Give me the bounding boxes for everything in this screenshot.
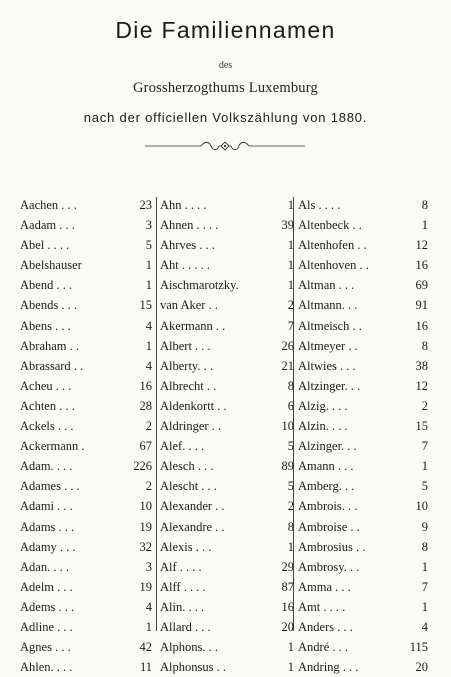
surname-count: 38 — [415, 358, 428, 373]
surname: Alescht . . . — [160, 479, 217, 494]
surname-row — [160, 275, 294, 295]
surname: Altenhofen . . — [298, 238, 367, 253]
surname: Adames . . . — [20, 479, 80, 494]
surname-row — [298, 597, 428, 617]
surname-count: 2 — [287, 499, 294, 514]
surname-count: 1 — [421, 599, 428, 614]
surname: Abraham . . — [20, 338, 80, 353]
surname-count: 23 — [139, 198, 152, 212]
surname: Ahnen . . . . — [160, 218, 219, 233]
surname-count: 20 — [281, 619, 294, 634]
surname-row — [298, 557, 428, 577]
surname: Altmann. . . — [298, 298, 358, 313]
surname-count: 32 — [139, 539, 152, 554]
page-title: Die Familiennamen — [115, 17, 336, 43]
surname-row — [160, 517, 294, 537]
surname: Adam. . . . — [20, 459, 73, 474]
surname: Alexandre . . — [160, 519, 225, 534]
surname: Alexander . . — [160, 499, 225, 514]
surname: Abelshauser — [20, 258, 82, 273]
surname: Alexis . . . — [160, 539, 212, 554]
surname-count: 16 — [415, 258, 428, 273]
surname-row — [160, 617, 294, 637]
surname: Altmeisch . . — [298, 318, 362, 333]
surname-row — [20, 456, 152, 476]
column-divider — [156, 197, 157, 631]
surname: Alzinger. . . — [298, 439, 357, 454]
surname-count: 16 — [139, 378, 152, 393]
surname: Adams . . . — [20, 519, 75, 534]
surname-row — [20, 557, 152, 577]
surname-count: 15 — [139, 298, 152, 313]
surname-row — [20, 195, 152, 215]
surname: Anders . . . — [298, 619, 353, 634]
surname: Agnes . . . — [20, 640, 71, 655]
surname-count: 26 — [281, 338, 294, 353]
surname-row — [160, 436, 294, 456]
surname-count: 6 — [287, 398, 294, 413]
surname-row — [298, 295, 428, 315]
surname: Alzig. . . . — [298, 398, 348, 413]
surname: Alzin. . . . — [298, 419, 348, 434]
page-subtitle: Grossherzogthums Luxemburg — [133, 80, 318, 96]
surname: Altmeyer . . — [298, 338, 358, 353]
surname-count: 5 — [287, 439, 294, 454]
surname: Altwies . . . — [298, 358, 356, 373]
surname-count: 1 — [145, 258, 152, 273]
surname-row — [20, 255, 152, 275]
surname: Andring . . . — [298, 660, 359, 675]
surname-row — [160, 577, 294, 597]
surname-row — [298, 215, 428, 235]
surname-count: 87 — [281, 579, 294, 594]
surname-count: 1 — [145, 278, 152, 293]
surname: Adline . . . — [20, 619, 73, 634]
surname: Aadam . . . — [20, 218, 75, 233]
surname-count: 20 — [415, 660, 428, 675]
surname-row — [298, 657, 428, 677]
surname: Amann . . . — [298, 459, 354, 474]
surname: André . . . — [298, 640, 348, 655]
surname-row — [298, 537, 428, 557]
surname: Altenhoven . . — [298, 258, 369, 273]
surname-count: 4 — [145, 358, 152, 373]
surname-row — [20, 577, 152, 597]
surname: Altman . . . — [298, 278, 355, 293]
surname-count: 7 — [421, 579, 428, 594]
surname: Akermann . . — [160, 318, 226, 333]
surname-column-1 — [20, 195, 152, 675]
surname-count: 12 — [415, 238, 428, 253]
surname: Acheu . . . — [20, 378, 72, 393]
surname-row — [160, 195, 294, 215]
surname: Ahlen. . . . — [20, 660, 73, 675]
surname: Aachen . . . — [20, 198, 77, 212]
surname-count: 115 — [409, 640, 428, 655]
surname-count: 1 — [145, 619, 152, 634]
surname-column-3 — [298, 195, 428, 675]
surname-count: 8 — [421, 539, 428, 554]
surname-row — [298, 316, 428, 336]
surname: Ambrosius . . — [298, 539, 366, 554]
surname-row — [160, 496, 294, 516]
surname: Amberg. . . — [298, 479, 355, 494]
surname: Alberty. . . — [160, 358, 213, 373]
surname-count: 8 — [421, 198, 428, 212]
surname-row — [160, 557, 294, 577]
surname: Achten . . . — [20, 398, 75, 413]
surname-count: 10 — [415, 499, 428, 514]
surname-row — [160, 295, 294, 315]
surname-row — [160, 356, 294, 376]
surname-count: 69 — [415, 278, 428, 293]
surname-row — [20, 275, 152, 295]
surname-row — [20, 356, 152, 376]
surname: Adan. . . . — [20, 559, 69, 574]
surname-count: 8 — [287, 519, 294, 534]
surname-row — [298, 637, 428, 657]
surname-count: 42 — [139, 640, 152, 655]
census-line: nach der officiellen Volkszählung von 1880. — [83, 110, 368, 125]
surname-row — [160, 316, 294, 336]
surname-row — [298, 577, 428, 597]
surname-count: 12 — [415, 378, 428, 393]
surname-row — [298, 416, 428, 436]
surname-count: 4 — [145, 318, 152, 333]
surname-count: 3 — [145, 218, 152, 233]
surname: Abend . . . — [20, 278, 73, 293]
surname-count: 5 — [421, 479, 428, 494]
surname-row — [298, 195, 428, 215]
surname-count: 1 — [287, 660, 294, 675]
title-connector: des — [218, 60, 233, 71]
surname: Ambrosy. . . — [298, 559, 360, 574]
surname-row — [298, 456, 428, 476]
surname-row — [20, 316, 152, 336]
surname-count: 5 — [145, 238, 152, 253]
surname-row — [20, 637, 152, 657]
surname-row — [160, 537, 294, 557]
surname-row — [298, 235, 428, 255]
surname-count: 1 — [287, 238, 294, 253]
surname: Alin. . . . — [160, 599, 205, 614]
surname-row — [20, 537, 152, 557]
surname: Ahn . . . . — [160, 198, 207, 212]
surname: Alphons. . . — [160, 640, 218, 655]
surname: Adamy . . . — [20, 539, 76, 554]
surname-row — [160, 235, 294, 255]
surname-row — [20, 496, 152, 516]
surname-count: 91 — [415, 298, 428, 313]
surname-count: 2 — [145, 419, 152, 434]
surname-count: 226 — [133, 459, 152, 474]
surname-count: 16 — [281, 599, 294, 614]
ornament-divider-icon — [145, 139, 305, 153]
surname-row — [298, 336, 428, 356]
surname: Aht . . . . . — [160, 258, 210, 273]
surname-count: 7 — [421, 439, 428, 454]
surname-row — [20, 416, 152, 436]
surname: Aldenkortt . . — [160, 398, 227, 413]
surname-row — [20, 336, 152, 356]
surname: Aldringer . . — [160, 419, 222, 434]
surname-row — [160, 396, 294, 416]
surname-count: 1 — [287, 198, 294, 212]
surname-row — [20, 657, 152, 677]
surname-count: 8 — [421, 338, 428, 353]
surname-count: 1 — [287, 258, 294, 273]
surname-table — [6, 195, 446, 675]
surname-row — [160, 336, 294, 356]
surname-count: 9 — [421, 519, 428, 534]
surname-row — [160, 215, 294, 235]
surname: Allard . . . — [160, 619, 211, 634]
surname-row — [20, 476, 152, 496]
surname-row — [298, 496, 428, 516]
surname: Abrassard . . — [20, 358, 84, 373]
surname: Als . . . . — [298, 198, 341, 212]
surname-row — [298, 476, 428, 496]
surname-count: 1 — [287, 278, 294, 293]
surname-count: 10 — [281, 419, 294, 434]
surname: Albert . . . — [160, 338, 211, 353]
surname-row — [20, 436, 152, 456]
surname-row — [160, 456, 294, 476]
surname-count: 2 — [287, 298, 294, 313]
surname: van Aker . . — [160, 298, 218, 313]
surname: Alesch . . . — [160, 459, 214, 474]
surname-row — [20, 517, 152, 537]
surname: Adems . . . — [20, 599, 75, 614]
surname-row — [20, 376, 152, 396]
surname-count: 89 — [281, 459, 294, 474]
surname-count: 4 — [145, 599, 152, 614]
surname-row — [20, 295, 152, 315]
surname: Ambrois. . . — [298, 499, 358, 514]
surname: Alff . . . . — [160, 579, 206, 594]
surname-count: 19 — [139, 579, 152, 594]
surname-row — [298, 376, 428, 396]
surname: Ahrves . . . — [160, 238, 215, 253]
surname-row — [160, 597, 294, 617]
surname-row — [298, 275, 428, 295]
surname-row — [20, 617, 152, 637]
surname: Abel . . . . — [20, 238, 70, 253]
surname-row — [298, 517, 428, 537]
surname-count: 21 — [281, 358, 294, 373]
surname: Alf . . . . — [160, 559, 202, 574]
surname-row — [298, 617, 428, 637]
surname: Ackels . . . — [20, 419, 74, 434]
surname: Abends . . . — [20, 298, 77, 313]
surname: Albrecht . . — [160, 378, 217, 393]
surname-count: 1 — [287, 640, 294, 655]
surname-count: 1 — [421, 459, 428, 474]
surname-count: 67 — [139, 439, 152, 454]
surname-row — [20, 597, 152, 617]
surname-row — [160, 476, 294, 496]
surname-count: 39 — [281, 218, 294, 233]
surname-count: 2 — [421, 398, 428, 413]
surname: Adami . . . — [20, 499, 73, 514]
surname: Adelm . . . — [20, 579, 73, 594]
surname-row — [298, 396, 428, 416]
surname-row — [298, 436, 428, 456]
surname-count: 5 — [287, 479, 294, 494]
surname: Altzinger. . . — [298, 378, 361, 393]
surname-row — [160, 376, 294, 396]
surname: Ambroise . . — [298, 519, 360, 534]
surname-count: 8 — [287, 378, 294, 393]
surname-row — [20, 235, 152, 255]
surname: Amt . . . . — [298, 599, 346, 614]
surname: Ackermann . — [20, 439, 85, 454]
surname-row — [160, 657, 294, 677]
surname-count: 3 — [145, 559, 152, 574]
surname: Alphonsus . . — [160, 660, 226, 675]
surname-count: 19 — [139, 519, 152, 534]
surname-row — [160, 255, 294, 275]
surname-row — [298, 356, 428, 376]
surname-count: 28 — [139, 398, 152, 413]
surname-count: 4 — [421, 619, 428, 634]
surname-count: 1 — [145, 338, 152, 353]
surname-count: 2 — [145, 479, 152, 494]
surname: Abens . . . — [20, 318, 71, 333]
surname: Aischmarotzky. — [160, 278, 239, 293]
surname-count: 7 — [287, 318, 294, 333]
surname-count: 10 — [139, 499, 152, 514]
surname-count: 16 — [415, 318, 428, 333]
surname: Alef. . . . — [160, 439, 205, 454]
surname-count: 15 — [415, 419, 428, 434]
surname-row — [20, 396, 152, 416]
surname-row — [20, 215, 152, 235]
surname-count: 1 — [287, 539, 294, 554]
surname: Amma . . . — [298, 579, 351, 594]
surname-row — [160, 416, 294, 436]
surname-count: 11 — [139, 660, 152, 675]
surname-row — [298, 255, 428, 275]
surname-count: 29 — [281, 559, 294, 574]
surname-count: 1 — [421, 218, 428, 233]
surname-count: 1 — [421, 559, 428, 574]
surname-column-2 — [160, 195, 294, 675]
surname: Altenbeck . . — [298, 218, 362, 233]
surname-row — [160, 637, 294, 657]
